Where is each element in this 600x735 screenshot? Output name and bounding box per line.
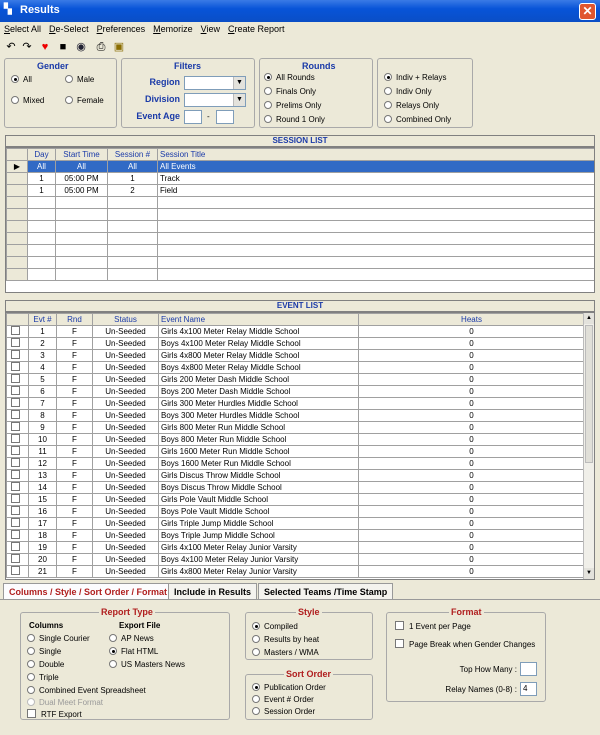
scroll-down-icon[interactable]: ▼	[584, 568, 594, 579]
gender-title: Gender	[37, 61, 69, 71]
table-row[interactable]: 18 F Un-Seeded Boys Triple Jump Middle School 0	[7, 530, 585, 542]
publication-order-radio[interactable]: Publication Order	[252, 683, 326, 692]
chevron-down-icon[interactable]: ▼	[233, 94, 245, 106]
event-list-title: EVENT LIST	[5, 300, 595, 312]
col-session-title: Session Title	[158, 149, 596, 161]
indiv-only-radio[interactable]: Indiv Only	[384, 87, 432, 96]
table-row[interactable]: 21 F Un-Seeded Girls 4x800 Meter Relay Junior Varsity 0	[7, 566, 585, 578]
row-checkbox[interactable]	[11, 530, 20, 539]
close-button[interactable]	[579, 3, 596, 20]
gender-female-radio[interactable]: Female	[65, 96, 104, 105]
row-checkbox[interactable]	[11, 326, 20, 335]
rounds-group	[259, 58, 373, 128]
chevron-down-icon[interactable]: ▼	[233, 77, 245, 89]
table-row[interactable]: 2 F Un-Seeded Boys 4x100 Meter Relay Middle School 0	[7, 338, 585, 350]
region-select[interactable]	[184, 76, 246, 90]
table-row[interactable]: 3 F Un-Seeded Girls 4x800 Meter Relay Middle School 0	[7, 350, 585, 362]
double-radio[interactable]: Double	[27, 660, 64, 669]
dual-meet-radio: Dual Meet Format	[27, 698, 103, 707]
rounds-prelims-radio[interactable]: Prelims Only	[264, 101, 321, 110]
menu-bar	[0, 22, 600, 38]
row-checkbox[interactable]	[11, 386, 20, 395]
row-checkbox[interactable]	[11, 374, 20, 383]
style-group	[245, 607, 373, 660]
menu-view[interactable]: View	[200, 24, 220, 34]
table-row[interactable]: 20 F Un-Seeded Boys 4x100 Meter Relay Junior Varsity 0	[7, 554, 585, 566]
top-how-many-label: Top How Many :	[459, 665, 517, 674]
session-list-grid	[5, 147, 595, 293]
rtf-export-checkbox[interactable]: RTF Export	[27, 709, 82, 719]
table-row[interactable]: 13 F Un-Seeded Girls Discus Throw Middle School 0	[7, 470, 585, 482]
event-table	[6, 313, 585, 578]
division-label: Division	[144, 94, 180, 104]
session-order-radio[interactable]: Session Order	[252, 707, 315, 716]
age-separator: -	[207, 112, 210, 121]
rounds-round1-radio[interactable]: Round 1 Only	[264, 115, 325, 124]
session-table	[6, 148, 595, 281]
title-bar	[0, 0, 600, 22]
session-list-title: SESSION LIST	[5, 135, 595, 147]
row-checkbox[interactable]	[11, 422, 20, 431]
col-evt-num: Evt #	[29, 314, 57, 326]
col-day: Day	[28, 149, 56, 161]
combined-spreadsheet-radio[interactable]: Combined Event Spreadsheet	[27, 686, 146, 695]
gender-all-radio[interactable]: All	[11, 75, 32, 84]
row-pointer-icon: ▶	[7, 161, 28, 173]
table-row[interactable]: 6 F Un-Seeded Boys 200 Meter Dash Middle School 0	[7, 386, 585, 398]
row-checkbox[interactable]	[11, 554, 20, 563]
us-masters-news-radio[interactable]: US Masters News	[109, 660, 185, 669]
table-row[interactable]: 1 05:00 PM 1 Track	[7, 173, 596, 185]
row-checkbox[interactable]	[11, 362, 20, 371]
relay-filter-group	[377, 58, 473, 128]
window-title: Results	[20, 4, 60, 16]
relay-names-label: Relay Names (0-8) :	[445, 685, 517, 694]
table-row[interactable]: 5 F Un-Seeded Girls 200 Meter Dash Middle School 0	[7, 374, 585, 386]
empty-row	[7, 257, 596, 269]
combined-only-radio[interactable]: Combined Only	[384, 115, 451, 124]
row-checkbox[interactable]	[11, 434, 20, 443]
row-checkbox[interactable]	[11, 338, 20, 347]
row-checkbox[interactable]	[11, 458, 20, 467]
print-icon[interactable]: ⎙	[96, 41, 106, 53]
export-subtitle: Export File	[119, 621, 161, 630]
indiv-relays-radio[interactable]: Indiv + Relays	[384, 73, 446, 82]
row-checkbox[interactable]	[11, 446, 20, 455]
tab-columns-style[interactable]: Columns / Style / Sort Order / Format	[3, 583, 173, 600]
format-group	[386, 607, 546, 702]
table-row[interactable]: 14 F Un-Seeded Boys Discus Throw Middle School 0	[7, 482, 585, 494]
filters-title: Filters	[174, 61, 202, 71]
one-event-per-page-checkbox[interactable]: 1 Event per Page	[395, 621, 471, 631]
redo-icon[interactable]: ↷	[22, 41, 32, 53]
top-how-many-input[interactable]	[520, 662, 537, 676]
format-title: Format	[451, 607, 482, 617]
row-checkbox[interactable]	[11, 494, 20, 503]
tab-strip	[0, 583, 600, 600]
report-type-title: Report Type	[101, 607, 153, 617]
table-row[interactable]: 15 F Un-Seeded Girls Pole Vault Middle School 0	[7, 494, 585, 506]
rounds-finals-radio[interactable]: Finals Only	[264, 87, 316, 96]
scroll-up-icon[interactable]: ▲	[584, 313, 594, 324]
export-icon[interactable]: ▣	[113, 41, 125, 53]
menu-select-all[interactable]: Select All	[4, 24, 42, 34]
col-rnd: Rnd	[57, 314, 93, 326]
col-event-name: Event Name	[159, 314, 359, 326]
compiled-radio[interactable]: Compiled	[252, 622, 298, 631]
tab-selected-teams[interactable]: Selected Teams /Time Stamp	[258, 583, 393, 600]
columns-subtitle: Columns	[29, 621, 64, 630]
table-row[interactable]: 11 F Un-Seeded Girls 1600 Meter Run Middle School 0	[7, 446, 585, 458]
view-icon[interactable]: ◉	[76, 41, 86, 53]
division-select[interactable]	[184, 93, 246, 107]
age-to-input[interactable]	[216, 110, 234, 124]
table-row[interactable]: 17 F Un-Seeded Girls Triple Jump Middle School 0	[7, 518, 585, 530]
scroll-thumb[interactable]	[585, 325, 593, 463]
single-courier-radio[interactable]: Single Courier	[27, 634, 90, 643]
options-panel	[0, 599, 600, 735]
single-radio[interactable]: Single	[27, 647, 61, 656]
rounds-all-radio[interactable]: All Rounds	[264, 73, 315, 82]
report-type-group	[20, 607, 230, 720]
col-start-time: Start Time	[56, 149, 108, 161]
menu-preferences[interactable]: Preferences	[96, 24, 146, 34]
age-from-input[interactable]	[184, 110, 202, 124]
row-checkbox[interactable]	[11, 410, 20, 419]
table-row[interactable]: 1 F Un-Seeded Girls 4x100 Meter Relay Middle School 0	[7, 326, 585, 338]
relay-names-input[interactable]: 4	[520, 682, 537, 696]
col-heats: Heats	[359, 314, 585, 326]
gender-group	[4, 58, 117, 128]
row-checkbox[interactable]	[11, 350, 20, 359]
row-checkbox[interactable]	[11, 506, 20, 515]
table-row[interactable]: ▶ All All All All Events	[7, 161, 596, 173]
table-row[interactable]: 4 F Un-Seeded Boys 4x800 Meter Relay Middle School 0	[7, 362, 585, 374]
event-list-scrollbar[interactable]	[583, 313, 594, 579]
event-age-label: Event Age	[136, 111, 180, 121]
close-icon[interactable]: ✕	[582, 4, 593, 18]
undo-icon[interactable]: ↶	[6, 41, 16, 53]
menu-memorize[interactable]: Memorize	[153, 24, 193, 34]
table-row[interactable]: 12 F Un-Seeded Boys 1600 Meter Run Middle School 0	[7, 458, 585, 470]
row-checkbox[interactable]	[11, 482, 20, 491]
sort-order-group	[245, 669, 373, 720]
empty-row	[7, 233, 596, 245]
filters-group	[121, 58, 255, 128]
sort-order-title: Sort Order	[286, 669, 332, 679]
empty-row	[7, 245, 596, 257]
results-by-heat-radio[interactable]: Results by heat	[252, 635, 319, 644]
menu-de-select[interactable]: De-Select	[49, 24, 89, 34]
empty-row	[7, 209, 596, 221]
empty-row	[7, 269, 596, 281]
gender-male-radio[interactable]: Male	[65, 75, 94, 84]
event-list-grid	[5, 312, 595, 580]
masters-wma-radio[interactable]: Masters / WMA	[252, 648, 319, 657]
gender-mixed-radio[interactable]: Mixed	[11, 96, 44, 105]
heart-icon[interactable]: ♥	[41, 41, 49, 53]
app-icon: ▚	[4, 4, 12, 15]
style-title: Style	[298, 607, 320, 617]
row-checkbox[interactable]	[11, 566, 20, 575]
table-row[interactable]: 10 F Un-Seeded Boys 800 Meter Run Middle School 0	[7, 434, 585, 446]
empty-row	[7, 221, 596, 233]
table-row[interactable]: 1 05:00 PM 2 Field	[7, 185, 596, 197]
table-row[interactable]: 16 F Un-Seeded Boys Pole Vault Middle School 0	[7, 506, 585, 518]
row-checkbox[interactable]	[11, 398, 20, 407]
col-status: Status	[93, 314, 159, 326]
relays-only-radio[interactable]: Relays Only	[384, 101, 439, 110]
event-num-order-radio[interactable]: Event # Order	[252, 695, 314, 704]
col-session-num: Session #	[108, 149, 158, 161]
empty-row	[7, 197, 596, 209]
row-checkbox[interactable]	[11, 542, 20, 551]
ap-news-radio[interactable]: AP News	[109, 634, 154, 643]
toolbar	[0, 38, 600, 56]
rounds-title: Rounds	[302, 61, 336, 71]
flat-html-radio[interactable]: Flat HTML	[109, 647, 158, 656]
table-row[interactable]: 19 F Un-Seeded Girls 4x100 Meter Relay Junior Varsity 0	[7, 542, 585, 554]
table-row[interactable]: 9 F Un-Seeded Girls 800 Meter Run Middle School 0	[7, 422, 585, 434]
save-icon[interactable]: ■	[59, 41, 67, 53]
row-checkbox[interactable]	[11, 518, 20, 527]
row-checkbox[interactable]	[11, 470, 20, 479]
region-label: Region	[149, 77, 180, 87]
table-row[interactable]: 7 F Un-Seeded Girls 300 Meter Hurdles Middle School 0	[7, 398, 585, 410]
menu-create-report[interactable]: Create Report	[228, 24, 285, 34]
table-row[interactable]: 8 F Un-Seeded Boys 300 Meter Hurdles Middle School 0	[7, 410, 585, 422]
page-break-gender-checkbox[interactable]: Page Break when Gender Changes	[395, 639, 535, 649]
triple-radio[interactable]: Triple	[27, 673, 59, 682]
tab-include-in-results[interactable]: Include in Results	[168, 583, 257, 600]
